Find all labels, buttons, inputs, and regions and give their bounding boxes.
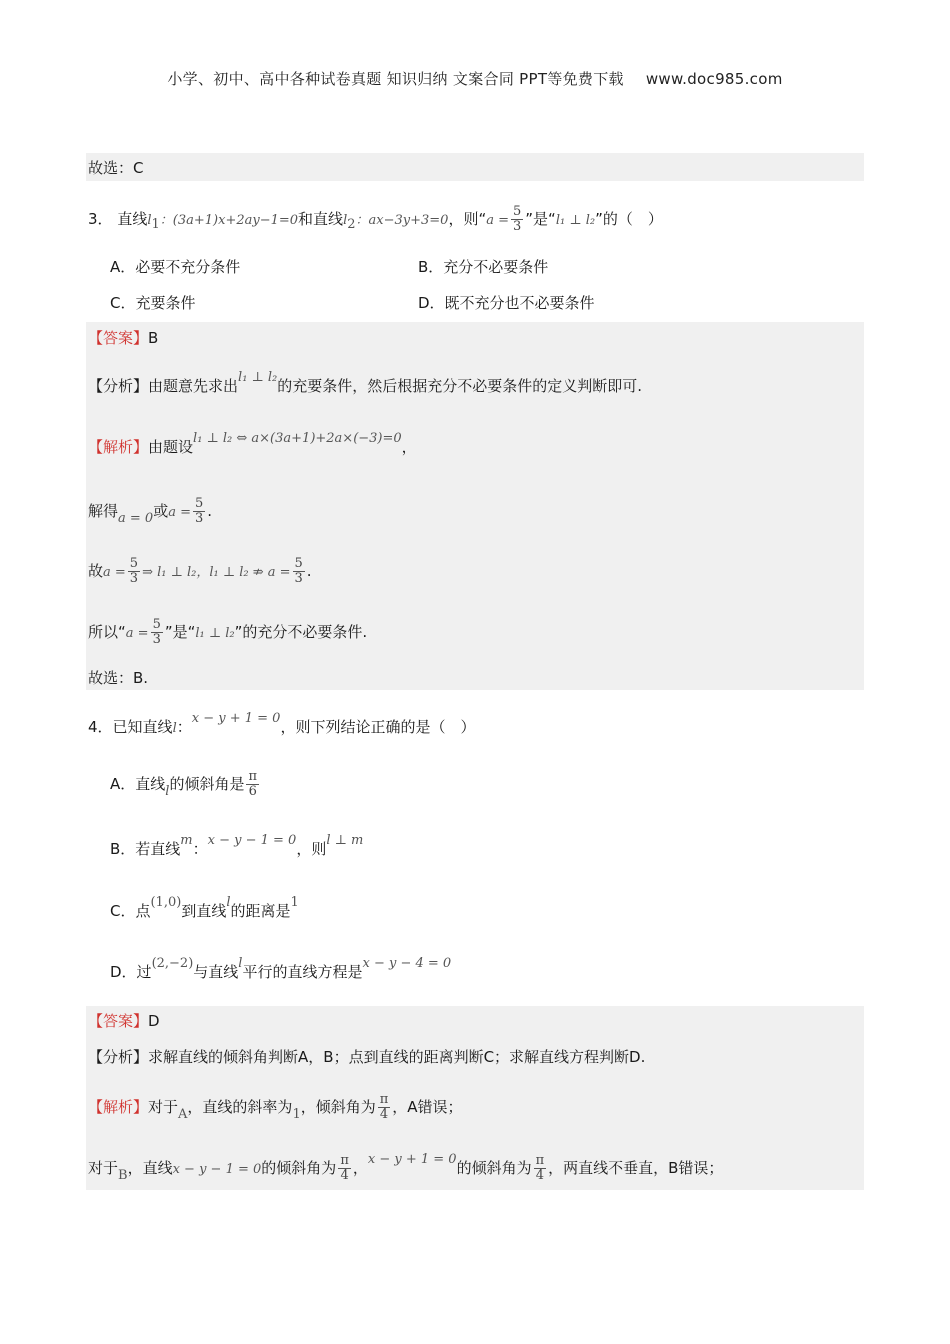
q3-so-fraction-2	[293, 557, 305, 586]
q3-frac-den: 3	[513, 219, 522, 234]
q4-eq: x − y + 1 = 0	[191, 711, 281, 726]
q3-l1-sub: 1	[151, 217, 160, 232]
q3-solve-step	[88, 497, 212, 526]
q4-sol2-eq2: x − y + 1 = 0	[367, 1152, 457, 1167]
q3-analysis-math: l₁ ⊥ l₂	[238, 370, 278, 385]
q4-option-c	[110, 895, 299, 921]
q4-opt-c-value: 1	[290, 895, 299, 910]
q3-a-eq: a =	[486, 213, 509, 228]
q4-opt-c-point: (1,0)	[150, 895, 182, 910]
q4-sol1-num: π	[379, 1092, 389, 1107]
q3-therefore	[88, 618, 367, 647]
q3-therefore-mid: ”是“	[164, 623, 196, 641]
q4-analysis	[88, 1046, 645, 1068]
question-3	[88, 205, 663, 236]
q3-answer	[88, 327, 158, 349]
q4-sol2-fraction	[338, 1154, 351, 1183]
q3-so-fraction	[128, 557, 140, 586]
q4-opt-d-point: (2,−2)	[151, 956, 194, 971]
q3-fraction	[511, 205, 523, 234]
prev-conclusion: 故选：C	[88, 159, 144, 177]
q3-therefore-post: ”的充分不必要条件.	[234, 623, 368, 641]
q4-opt-c-mid2: 的距离是	[230, 902, 291, 920]
q3-so-pre: 故	[88, 562, 104, 580]
q4-opt-d-mid: 与直线	[193, 963, 239, 981]
q3-solution-post: ，	[401, 438, 417, 456]
q3-solve-or: 或	[153, 502, 169, 520]
q3-solve-end: .	[207, 502, 213, 520]
q3-solve-frac-num: 5	[195, 496, 204, 511]
header-site: www.doc985.com	[645, 70, 783, 88]
q3-answer-value: B	[148, 329, 159, 347]
header-text: 小学、初中、高中各种试卷真题 知识归纳 文案合同 PPT等免费下载	[167, 70, 624, 88]
q4-sol2-post: ，两直线不垂直，B错误；	[548, 1159, 724, 1177]
q4-option-a	[110, 770, 261, 799]
q3-therefore-pre: 所以“	[88, 623, 126, 641]
q3-solve-a0: a = 0	[118, 511, 154, 526]
q3-option-a: A．必要不充分条件	[110, 258, 241, 276]
q4-opt-a-l: l	[165, 784, 170, 799]
q3-so-mid: ⇒ l₁ ⊥ l₂，	[142, 565, 210, 580]
q3-conclusion: 故选：B.	[88, 669, 149, 687]
q4-opt-c-mid: 到直线	[181, 902, 227, 920]
q3-l1: l	[147, 213, 152, 228]
q3-therefore-perp: l₁ ⊥ l₂	[195, 626, 235, 641]
q4-option-b	[110, 833, 364, 859]
q3-l2-sub: 2	[347, 217, 356, 232]
q3-eq1: ：(3a+1)x+2ay−1=0	[159, 213, 299, 228]
q4-sol2-mid2: 的倾斜角为	[261, 1159, 337, 1177]
q4-answer-value: D	[148, 1012, 160, 1030]
q4-opt-d-mid2: 平行的直线方程是	[242, 963, 363, 981]
q4-sol2-mid3: 的倾斜角为	[456, 1159, 532, 1177]
q3-so-frac-den: 3	[129, 571, 139, 586]
q4-analysis-label: 【分析】	[88, 1048, 149, 1066]
q4-solution-b	[88, 1154, 723, 1183]
q3-solve-a: a =	[168, 505, 191, 520]
q3-text-5: ”的（ ）	[595, 210, 663, 228]
q4-opt-b-pre: B．若直线	[110, 840, 181, 858]
q4-opt-d-l: l	[238, 956, 243, 971]
q4-number: 4．	[88, 718, 113, 736]
q3-analysis	[88, 370, 643, 399]
q3-frac-num: 5	[513, 204, 522, 219]
q4-opt-b-mid: ，则	[296, 840, 327, 858]
q3-so-frac-num: 5	[129, 556, 139, 571]
q3-solution	[88, 431, 417, 460]
q3-analysis-post: 的充要条件，然后根据充分不必要条件的定义判断即可.	[277, 377, 643, 395]
q4-sol1-k: 1	[292, 1107, 301, 1122]
q3-therefore-frac-den: 3	[152, 632, 161, 647]
q4-sol2-comma: ，	[352, 1159, 368, 1177]
q4-opt-c-pre: C．点	[110, 902, 151, 920]
q4-opt-a-num: π	[248, 769, 257, 784]
q4-sol2-den: 4	[340, 1168, 349, 1183]
q4-opt-a-fraction	[246, 770, 259, 799]
q3-text: 直线	[117, 210, 148, 228]
q3-solution-label: 【解析】	[88, 438, 149, 456]
q4-analysis-text: 求解直线的倾斜角判断A，B；点到直线的距离判断C；求解直线方程判断D.	[148, 1048, 646, 1066]
q4-colon: ：	[176, 718, 192, 736]
q3-solve-fraction	[193, 497, 205, 526]
q4-opt-b-m: m	[180, 833, 193, 848]
q4-opt-d-eq: x − y − 4 = 0	[362, 956, 452, 971]
question-4	[88, 711, 476, 740]
q3-text-4: ”是“	[525, 210, 556, 228]
page-header	[0, 68, 950, 89]
q3-analysis-label: 【分析】	[88, 377, 149, 395]
q4-opt-d-pre: D．过	[110, 963, 152, 981]
q3-perp: l₁ ⊥ l₂	[555, 213, 596, 228]
q4-opt-b-rel: l ⊥ m	[326, 833, 364, 848]
q3-so-step	[88, 557, 312, 586]
q4-sol1-a: A	[178, 1107, 188, 1122]
q4-sol2-fraction-2	[534, 1154, 547, 1183]
q3-so-end: .	[306, 562, 312, 580]
q4-opt-a-pre: A．直线	[110, 775, 166, 793]
q4-sol2-num2: π	[535, 1153, 545, 1168]
q3-solution-math: l₁ ⊥ l₂ ⇔ a×(3a+1)+2a×(−3)=0	[193, 431, 402, 446]
q3-analysis-pre: 由题意先求出	[148, 377, 239, 395]
q3-answer-label: 【答案】	[88, 329, 149, 347]
q4-solution-label: 【解析】	[88, 1098, 149, 1116]
q3-so-a: a =	[103, 565, 126, 580]
q4-sol2-eq1: x − y − 1 = 0	[172, 1162, 262, 1177]
q3-solve-frac-den: 3	[195, 511, 204, 526]
q4-solution-a	[88, 1093, 463, 1122]
q4-opt-c-l: l	[226, 895, 231, 910]
q3-l2: l	[343, 213, 348, 228]
q3-so-frac-num-2: 5	[294, 556, 303, 571]
q4-opt-a-mid: 的倾斜角是	[169, 775, 245, 793]
q4-opt-a-den: 6	[248, 784, 257, 799]
q4-post: ，则下列结论正确的是（ ）	[280, 718, 476, 736]
q3-therefore-a: a =	[125, 626, 149, 641]
q4-sol1-pre: 对于	[148, 1098, 179, 1116]
q4-sol2-num: π	[340, 1153, 349, 1168]
q4-l: l	[172, 721, 177, 736]
q4-sol1-fraction	[378, 1093, 391, 1122]
q3-so-frac-den-2: 3	[294, 571, 303, 586]
q4-option-d	[110, 956, 452, 982]
q3-option-b: B．充分不必要条件	[418, 258, 549, 276]
q3-number: 3．	[88, 210, 113, 228]
q4-sol2-mid: ，直线	[127, 1159, 173, 1177]
q3-so-mid2: l₁ ⊥ l₂ ⇏ a =	[209, 565, 291, 580]
q4-sol2-b: B	[118, 1168, 128, 1183]
prev-answer-block	[86, 153, 864, 181]
q4-pre: 已知直线	[112, 718, 173, 736]
q4-answer	[88, 1010, 160, 1032]
q3-option-d: D．既不充分也不必要条件	[418, 294, 595, 312]
q3-text-2: 和直线	[298, 210, 344, 228]
q4-sol1-mid2: ，倾斜角为	[300, 1098, 376, 1116]
q4-sol2-den2: 4	[535, 1168, 544, 1183]
q4-sol2-pre: 对于	[88, 1159, 119, 1177]
q3-option-c: C．充要条件	[110, 294, 196, 312]
q3-eq2: ：ax−3y+3=0	[355, 213, 449, 228]
q4-sol1-post: ，A错误；	[392, 1098, 463, 1116]
q4-sol1-den: 4	[379, 1107, 389, 1122]
q3-text-3: ，则“	[448, 210, 487, 228]
q4-answer-label: 【答案】	[88, 1012, 149, 1030]
q4-opt-b-eq: x − y − 1 = 0	[207, 833, 297, 848]
q3-solve-pre: 解得	[88, 502, 119, 520]
q3-therefore-frac-num: 5	[152, 617, 161, 632]
q3-therefore-fraction	[151, 618, 163, 647]
q3-solution-pre: 由题设	[148, 438, 194, 456]
q4-opt-b-colon: ：	[192, 840, 208, 858]
q4-sol1-mid: ，直线的斜率为	[187, 1098, 293, 1116]
